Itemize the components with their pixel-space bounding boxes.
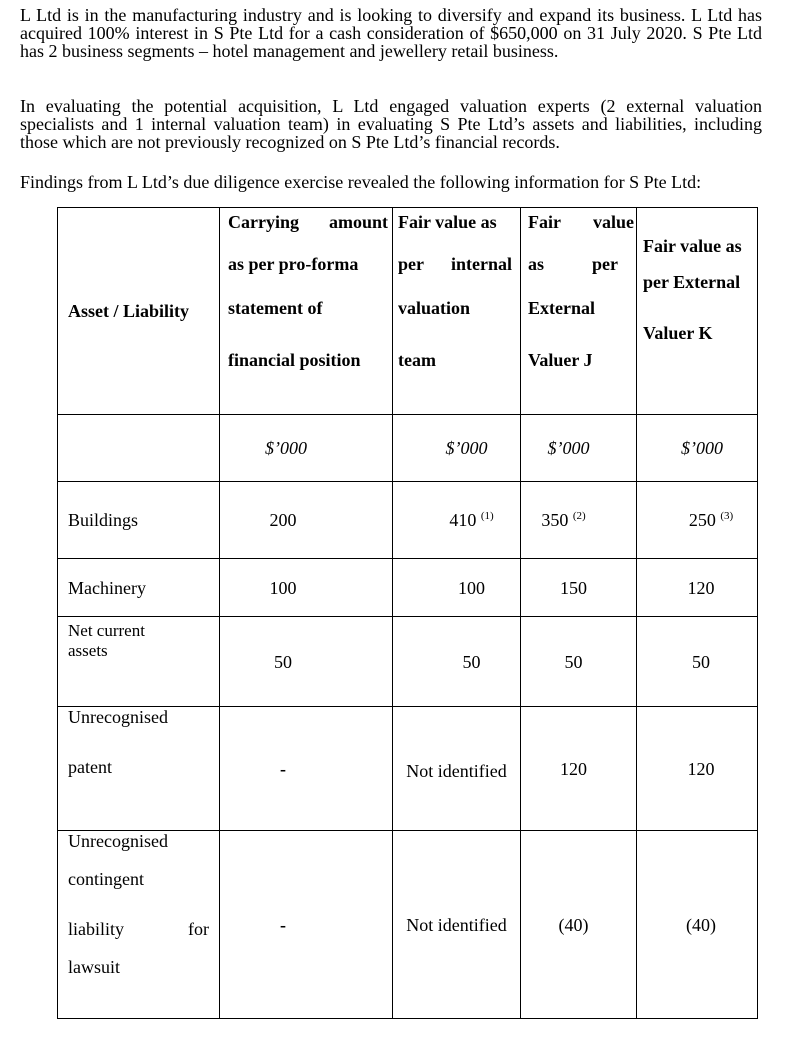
valuer-k-value: 120 (637, 707, 758, 831)
carrying-value: 100 (220, 559, 393, 617)
internal-value: Not identified (393, 707, 521, 831)
valuer-j-value: 120 (521, 707, 637, 831)
carrying-value: 50 (220, 617, 393, 707)
table-units-row (58, 415, 758, 482)
table-row-contingent-liability (58, 831, 758, 1019)
table-row-unrecognised-patent (58, 707, 758, 831)
header-carrying-amount: Carrying amount as per pro-forma statement of financial position (220, 208, 393, 415)
unit-cell: $’000 (220, 415, 393, 482)
intro-paragraph-1: L Ltd is in the manufacturing industry and is looking to diversify and expand its business. L Ltd has acquired 100% interest in S Pte Ltd for a cash consideration of $650,000 on 31 July 2020. S Pte Ltd has 2 business segments – hotel management and jewellery retail business. (20, 5, 762, 61)
unit-cell: $’000 (637, 415, 758, 482)
carrying-value: - (220, 831, 393, 1019)
header-asset-liability: Asset / Liability (58, 208, 220, 415)
header-internal-valuation: Fair value as per internal valuation team (393, 208, 521, 415)
unit-cell-empty (58, 415, 220, 482)
row-label: Machinery (58, 559, 220, 617)
valuer-j-value: 350 $^{(2)}$ (521, 482, 637, 559)
valuer-k-value: 250 $^{(3)}$ (637, 482, 758, 559)
intro-paragraph-2: In evaluating the potential acquisition, L Ltd engaged valuation experts (2 external valuation specialists and 1 internal valuation team) in evaluating S Pte Ltd’s assets and liabilities, including those which are not previously recognized on S Pte Ltd’s financial records. (20, 96, 762, 152)
row-label: Unrecognised contingent liability for lawsuit (58, 831, 220, 1019)
header-valuer-j: Fair value as per External Valuer J (521, 208, 637, 415)
valuer-k-value: (40) (637, 831, 758, 1019)
row-label: Buildings (58, 482, 220, 559)
footnote-marker: (2) (572, 510, 586, 522)
carrying-value: - (220, 707, 393, 831)
asset-liability-table (57, 207, 758, 1019)
footnote-marker: (1) (480, 510, 494, 522)
valuer-j-value: 150 (521, 559, 637, 617)
internal-value: 100 (393, 559, 521, 617)
internal-value: 410 $^{(1)}$ (393, 482, 521, 559)
table-row-net-current-assets (58, 617, 758, 707)
unit-cell: $’000 (521, 415, 637, 482)
row-label: Unrecognised patent (58, 707, 220, 831)
row-label: Net current assets (58, 617, 220, 707)
valuer-k-value: 120 (637, 559, 758, 617)
table-header-row (58, 208, 758, 415)
valuer-j-value: (40) (521, 831, 637, 1019)
table-row-buildings (58, 482, 758, 559)
table-row-machinery (58, 559, 758, 617)
unit-cell: $’000 (393, 415, 521, 482)
header-valuer-k: Fair value as per External Valuer K (637, 208, 758, 415)
valuer-j-value: 50 (521, 617, 637, 707)
internal-value: 50 (393, 617, 521, 707)
internal-value: Not identified (393, 831, 521, 1019)
intro-paragraph-3: Findings from L Ltd’s due diligence exercise revealed the following information for S Pte Ltd: (20, 172, 702, 192)
valuer-k-value: 50 (637, 617, 758, 707)
footnote-marker: (3) (720, 510, 734, 522)
carrying-value: 200 (220, 482, 393, 559)
